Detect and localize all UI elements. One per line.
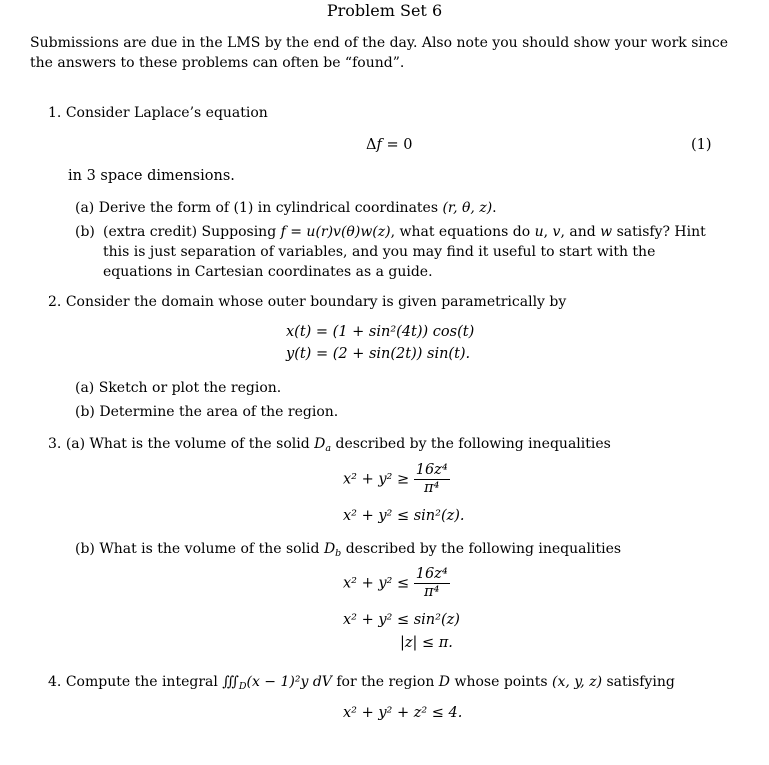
page-title: Problem Set 6 — [326, 1, 443, 20]
problem-1-after: in 3 space dimensions. — [68, 168, 235, 184]
solid-sub: b — [335, 548, 342, 559]
problem-3b — [75, 541, 621, 557]
laplacian-symbol: Δ — [366, 137, 377, 153]
problem-2 — [48, 294, 566, 310]
integrand: (x − 1)²y dV — [246, 674, 332, 690]
problem-text: Consider Laplace’s equation — [65, 105, 268, 121]
problem-pre: Compute the integral — [65, 674, 218, 690]
and-word: and — [569, 224, 596, 240]
ineq-3a-1 — [343, 462, 450, 497]
part-post: satisfy? Hint this is just separation of variables, and you may find it useful to start with the equations in Cartesian coordinates as a guide. — [103, 224, 706, 280]
problem-number: 2. — [48, 294, 62, 310]
problem-1 — [48, 105, 268, 121]
integral-domain: D — [238, 681, 247, 692]
region-name: D — [438, 674, 451, 690]
problem-4 — [48, 674, 675, 690]
sphere-inequality: x² + y² + z² ≤ 4. — [343, 705, 463, 721]
problem-1b-label: (b) — [75, 224, 95, 240]
part-label: (b) — [75, 404, 95, 420]
problem-post3: satisfying — [606, 674, 675, 690]
part-label: (a) — [75, 200, 95, 216]
problem-2b — [75, 404, 338, 420]
part-label: (a) — [65, 436, 86, 452]
triple-integral-symbol: ∭ — [222, 674, 239, 690]
equation-label: (1) — [691, 137, 712, 153]
param-eq-y: y(t) = (2 + sin(2t)) sin(t). — [286, 346, 471, 362]
eq-rest: = 0 — [381, 137, 413, 153]
solid-sub: a — [325, 443, 332, 454]
fraction-den: π⁴ — [424, 584, 440, 600]
ineq-3b-3: |z| ≤ π. — [400, 635, 453, 651]
part-mid: , what equations do — [390, 224, 531, 240]
ineq-3a-2: x² + y² ≤ sin²(z). — [343, 508, 465, 524]
part-post: described by the following inequalities — [335, 436, 611, 452]
points-tuple: (x, y, z) — [551, 674, 603, 690]
problem-text: Consider the domain whose outer boundary is given parametrically by — [65, 294, 567, 310]
part-pre: What is the volume of the solid — [89, 436, 310, 452]
intro-paragraph: Submissions are due in the LMS by the end of the day. Also note you should show your work since the answers to these problems can often be “found”. — [30, 35, 729, 71]
ineq-3b-1 — [343, 566, 450, 601]
solid-name: D — [314, 436, 326, 452]
ineq-lhs: x² + y² ≤ — [343, 575, 410, 592]
param-eq-x: x(t) = (1 + sin²(4t)) cos(t) — [286, 324, 475, 340]
ineq-3b-2: x² + y² ≤ sin²(z) — [343, 612, 460, 628]
fraction-den: π⁴ — [424, 480, 440, 496]
part-label: (b) — [75, 541, 95, 557]
eq-var: f — [376, 137, 382, 153]
problem-number: 3. — [48, 436, 62, 452]
part-pre: What is the volume of the solid — [99, 541, 320, 557]
problem-1b: (extra credit) Supposing f = u(r)v(θ)w(z), what equations do u, v, and w satisfy? Hint this is just separation of variables, and you may find it useful to start with the equations in Cartesian coordinates as a guide. — [103, 224, 706, 280]
ineq-lhs: x² + y² ≥ — [343, 471, 410, 488]
fraction — [414, 566, 450, 601]
part-math: f = u(r)v(θ)w(z) — [280, 224, 391, 240]
problem-1a — [75, 200, 497, 216]
problem-2a — [75, 380, 281, 396]
solid-name: D — [323, 541, 336, 557]
part-label: (a) — [75, 380, 95, 396]
var-v: v — [552, 224, 561, 240]
fraction-num: 16z⁴ — [415, 566, 448, 582]
part-end: . — [492, 200, 497, 216]
problem-post2: whose points — [454, 674, 548, 690]
equation-1 — [366, 137, 412, 153]
part-pre: (extra credit) Supposing — [103, 224, 277, 240]
fraction — [414, 462, 450, 497]
part-text: Determine the area of the region. — [99, 404, 339, 420]
problem-number: 4. — [48, 674, 62, 690]
var-u: u — [534, 224, 544, 240]
part-math: (r, θ, z) — [442, 200, 493, 216]
problem-number: 1. — [48, 105, 62, 121]
problem-post: for the region — [336, 674, 435, 690]
var-w: w — [600, 224, 613, 240]
fraction-num: 16z⁴ — [415, 462, 448, 478]
part-text: Derive the form of (1) in cylindrical coordinates — [98, 200, 439, 216]
problem-3 — [48, 436, 611, 452]
part-post: described by the following inequalities — [345, 541, 622, 557]
part-text: Sketch or plot the region. — [98, 380, 282, 396]
